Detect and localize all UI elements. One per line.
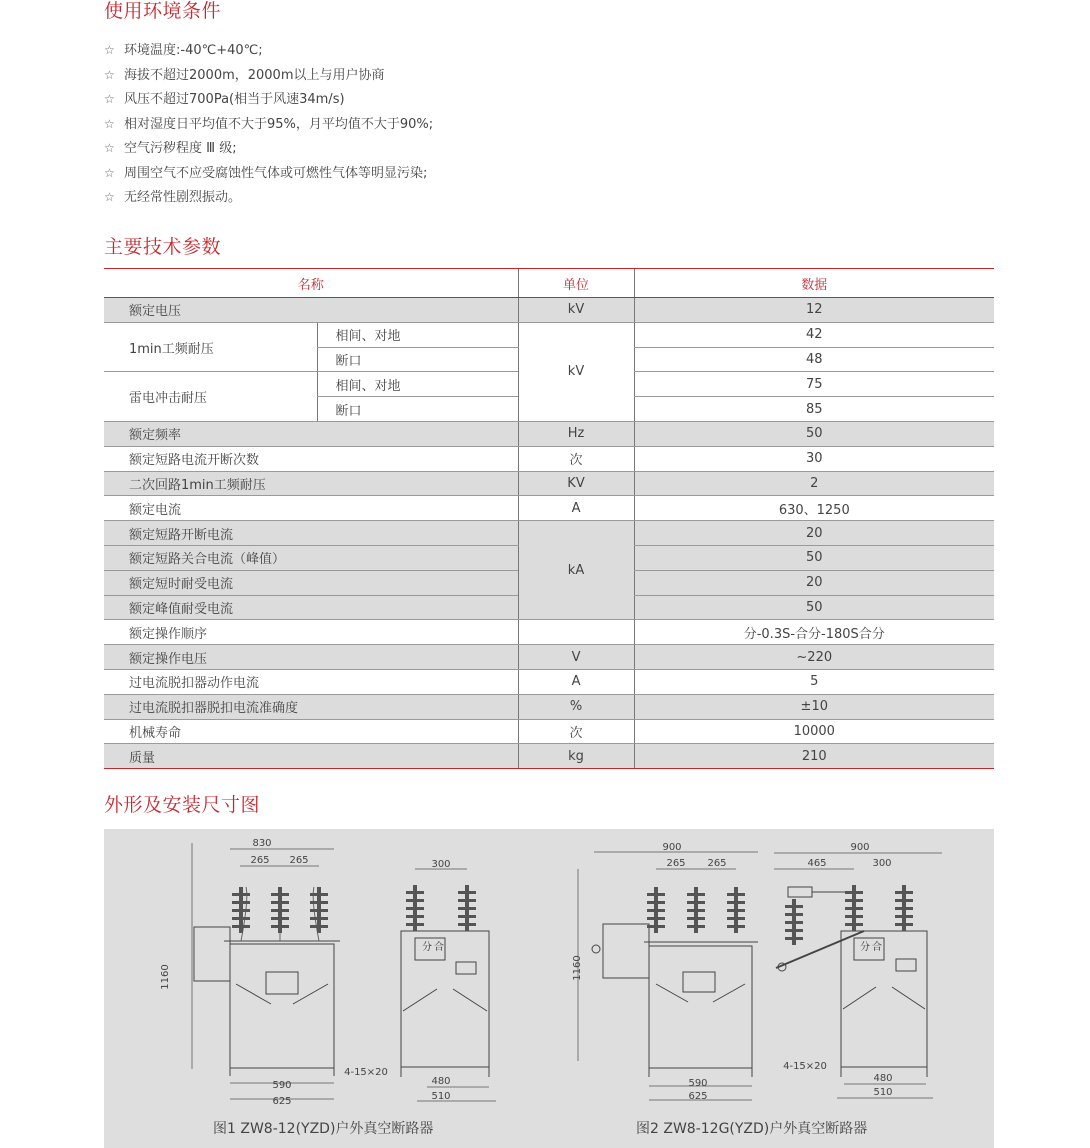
- figure2-caption: 图2 ZW8-12G(YZD)户外真空断路器: [636, 1121, 868, 1137]
- table-row: 额定电流 A 630、1250: [104, 496, 994, 521]
- fig2-dim-w1: 590: [688, 1078, 708, 1089]
- list-item: ☆ 相对湿度日平均值不大于95%，月平均值不大于90%;: [104, 112, 433, 137]
- environment-list: [104, 38, 433, 210]
- insulator-icon: [727, 887, 745, 933]
- fig2-dim-side-a: 465: [807, 858, 827, 869]
- table-row: 断口 85: [104, 397, 994, 422]
- star-icon: ☆: [104, 116, 115, 131]
- fig2-dim-top: 900: [662, 842, 682, 853]
- table-row: 二次回路1min工频耐压 KV 2: [104, 471, 994, 496]
- fig1-front-view: [192, 843, 340, 1099]
- table-row: 额定短时耐受电流 20: [104, 570, 994, 595]
- insulator-icon: [458, 885, 476, 931]
- table-row: 额定短路关合电流（峰值） 50: [104, 545, 994, 570]
- fig1-dim-s1: 480: [431, 1076, 451, 1087]
- star-icon: ☆: [104, 141, 115, 155]
- star-icon: ☆: [104, 165, 115, 180]
- fig2-dim-h: 1160: [572, 955, 583, 981]
- list-item: ☆ 周围空气不应受腐蚀性气体或可燃性气体等明显污染;: [104, 161, 433, 186]
- table-row: 额定短路电流开断次数 次 30: [104, 446, 994, 471]
- header-unit: 单位: [518, 269, 634, 298]
- fig1-label-close: 合: [434, 942, 444, 953]
- fig2-label-open: 分: [860, 942, 870, 953]
- fig2-dim-s1: 480: [873, 1073, 893, 1084]
- list-item: ☆ 空气污秽程度 Ⅲ 级;: [104, 136, 433, 161]
- table-row: 质量 kg 210: [104, 744, 994, 769]
- fig2-label-close: 合: [872, 942, 882, 953]
- table-row: 过电流脱扣器脱扣电流准确度 % ±10: [104, 694, 994, 719]
- list-item: ☆ 无经常性剧烈振动。: [104, 185, 433, 210]
- fig2-dim-side: 900: [850, 842, 870, 853]
- list-item: ☆ 风压不超过700Pa(相当于风速34m/s): [104, 87, 433, 112]
- section-title-environment: 使用环境条件: [104, 0, 222, 22]
- insulator-icon: [232, 887, 250, 933]
- table-row: 雷电冲击耐压 相间、对地 75: [104, 372, 994, 397]
- fig1-dim-h: 1160: [160, 964, 171, 990]
- star-icon: ☆: [104, 190, 115, 204]
- table-row: 额定短路开断电流 kA 20: [104, 521, 994, 546]
- fig2-front-view: [578, 852, 758, 1100]
- dimension-drawings: [104, 829, 994, 1148]
- insulator-icon: [785, 899, 803, 945]
- insulator-icon: [271, 887, 289, 933]
- star-icon: ☆: [104, 92, 115, 106]
- fig2-dim-a: 265: [666, 858, 686, 869]
- section-title-specs: 主要技术参数: [104, 236, 222, 258]
- fig1-dim-b: 265: [289, 855, 309, 866]
- fig1-label-open: 分: [422, 942, 432, 953]
- insulator-icon: [406, 885, 424, 931]
- insulator-icon: [647, 887, 665, 933]
- star-icon: ☆: [104, 43, 115, 57]
- header-name: 名称: [104, 269, 518, 298]
- table-row: 额定操作顺序 分-0.3S-合分-180S合分: [104, 620, 994, 645]
- fig2-dim-holes: 4-15×20: [783, 1061, 827, 1072]
- figure1-caption: 图1 ZW8-12(YZD)户外真空断路器: [213, 1121, 434, 1137]
- fig2-dim-w2: 625: [688, 1091, 708, 1102]
- fig1-dim-top: 830: [252, 838, 272, 849]
- fig2-dim-b: 265: [707, 858, 727, 869]
- table-row: 额定电压 kV 12: [104, 298, 994, 323]
- insulator-icon: [895, 885, 913, 931]
- spec-table: [104, 268, 994, 769]
- table-row: 额定频率 Hz 50: [104, 421, 994, 446]
- table-row: 机械寿命 次 10000: [104, 719, 994, 744]
- list-item: ☆ 海拔不超过2000m，2000m以上与用户协商: [104, 63, 433, 88]
- list-item: ☆ 环境温度:-40℃+40℃;: [104, 38, 433, 63]
- section-title-dimensions: 外形及安装尺寸图: [104, 794, 261, 816]
- fig1-dim-w2: 625: [272, 1096, 292, 1107]
- star-icon: ☆: [104, 67, 115, 82]
- insulator-icon: [687, 887, 705, 933]
- fig1-dim-side: 300: [431, 859, 451, 870]
- table-row: 额定操作电压 V ~220: [104, 645, 994, 670]
- fig1-dim-holes: 4-15×20: [344, 1067, 388, 1078]
- table-row: 断口 48: [104, 347, 994, 372]
- fig1-dim-a: 265: [250, 855, 270, 866]
- insulator-icon: [845, 885, 863, 931]
- fig2-dim-s2: 510: [873, 1087, 893, 1098]
- fig2-dim-side-b: 300: [872, 858, 892, 869]
- insulator-icon: [310, 887, 328, 933]
- header-value: 数据: [634, 269, 994, 298]
- table-row: 1min工频耐压 相间、对地 kV 42: [104, 322, 994, 347]
- table-row: 过电流脱扣器动作电流 A 5: [104, 669, 994, 694]
- fig1-dim-s2: 510: [431, 1091, 451, 1102]
- table-row: 额定峰值耐受电流 50: [104, 595, 994, 620]
- fig1-dim-w1: 590: [272, 1080, 292, 1091]
